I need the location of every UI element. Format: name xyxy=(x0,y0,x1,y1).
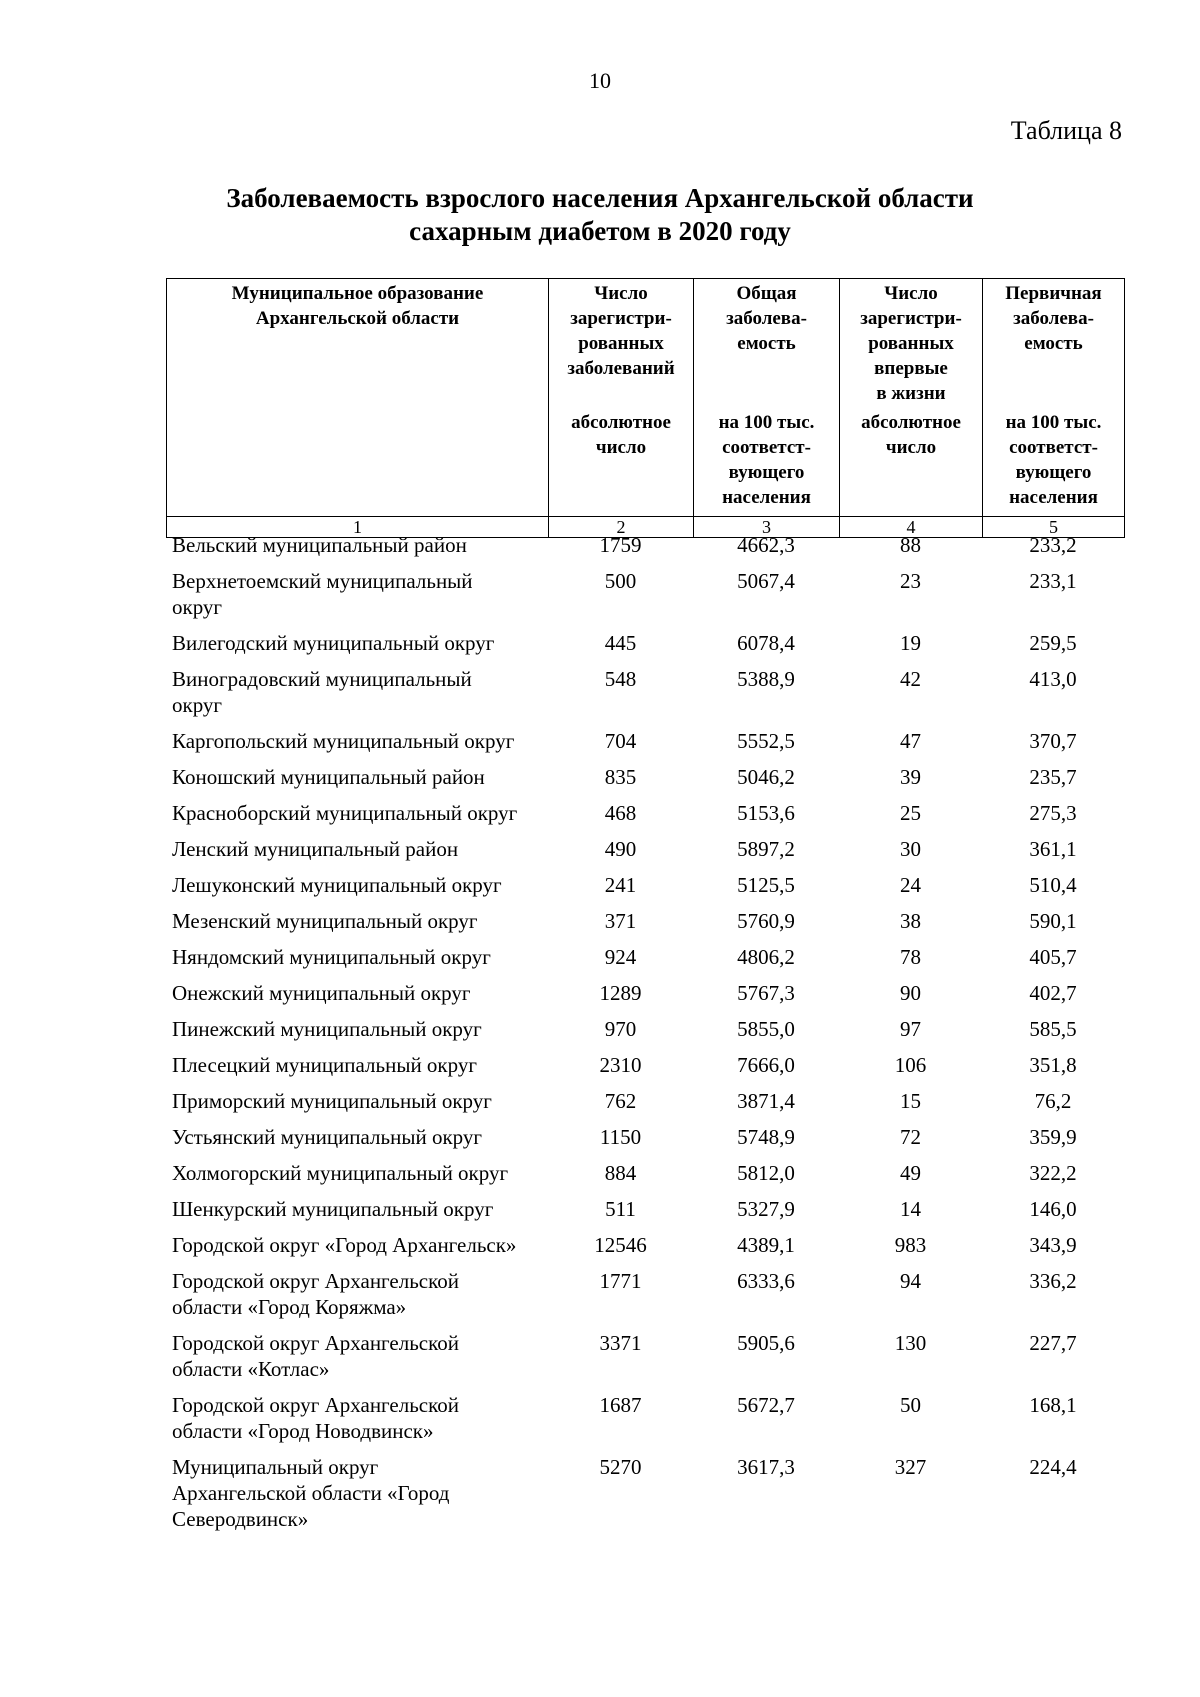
new-cases-cell: 39 xyxy=(900,765,921,789)
column-number: 2 xyxy=(549,516,694,537)
new-cases-cell: 49 xyxy=(900,1161,921,1185)
new-cases-cell: 88 xyxy=(900,533,921,557)
table-header xyxy=(166,278,1125,538)
primary-incidence-cell: 405,7 xyxy=(1029,945,1077,969)
total-incidence-cell: 5552,5 xyxy=(737,729,795,753)
table-row xyxy=(166,764,1124,790)
registered-cases-cell: 762 xyxy=(604,1089,637,1113)
registered-cases-cell: 5270 xyxy=(599,1455,642,1479)
table-row xyxy=(166,908,1124,934)
registered-cases-cell: 1687 xyxy=(599,1393,642,1417)
header-col-3: Общая заболева- емость xyxy=(694,279,840,409)
new-cases-cell: 23 xyxy=(900,569,921,593)
municipality-name: Красноборский муниципальный округ xyxy=(172,801,518,825)
municipality-name: Вилегодский муниципальный округ xyxy=(172,631,495,655)
new-cases-cell: 19 xyxy=(900,631,921,655)
total-incidence-cell: 5125,5 xyxy=(737,873,795,897)
registered-cases-cell: 2310 xyxy=(599,1053,642,1077)
new-cases-cell: 47 xyxy=(900,729,921,753)
title-line-2: сахарным диабетом в 2020 году xyxy=(409,216,791,246)
table-row xyxy=(166,836,1124,862)
registered-cases-cell: 468 xyxy=(604,801,637,825)
registered-cases-cell: 884 xyxy=(604,1161,637,1185)
total-incidence-cell: 4662,3 xyxy=(737,533,795,557)
total-incidence-cell: 5153,6 xyxy=(737,801,795,825)
new-cases-cell: 25 xyxy=(900,801,921,825)
registered-cases-cell: 1759 xyxy=(599,533,642,557)
header-sub-4: абсолютное число xyxy=(840,408,983,516)
registered-cases-cell: 445 xyxy=(604,631,637,655)
column-number: 5 xyxy=(983,516,1125,537)
table-row xyxy=(166,1268,1124,1320)
total-incidence-cell: 3871,4 xyxy=(737,1089,795,1113)
header-sub-3: на 100 тыс. соответст- вующего населения xyxy=(694,408,840,516)
table-row xyxy=(166,1330,1124,1382)
table-row xyxy=(166,980,1124,1006)
primary-incidence-cell: 224,4 xyxy=(1029,1455,1077,1479)
table-body xyxy=(166,532,1124,1542)
total-incidence-cell: 5767,3 xyxy=(737,981,795,1005)
registered-cases-cell: 371 xyxy=(604,909,637,933)
total-incidence-cell: 6333,6 xyxy=(737,1269,795,1293)
table-row xyxy=(166,1088,1124,1114)
header-col-1: Муниципальное образование Архангельской области xyxy=(167,279,549,517)
registered-cases-cell: 3371 xyxy=(599,1331,642,1355)
total-incidence-cell: 5388,9 xyxy=(737,667,795,691)
municipality-name: Пинежский муниципальный округ xyxy=(172,1017,482,1041)
header-col-5: Первичная заболева- емость xyxy=(983,279,1125,409)
column-number: 3 xyxy=(694,516,840,537)
municipality-name: Городской округ Архангельской области «Город Новодвинск» xyxy=(172,1393,459,1443)
table-row xyxy=(166,1196,1124,1222)
total-incidence-cell: 5897,2 xyxy=(737,837,795,861)
total-incidence-cell: 5327,9 xyxy=(737,1197,795,1221)
header-sub-5: на 100 тыс. соответст- вующего населения xyxy=(983,408,1125,516)
primary-incidence-cell: 233,1 xyxy=(1029,569,1077,593)
registered-cases-cell: 970 xyxy=(604,1017,637,1041)
primary-incidence-cell: 361,1 xyxy=(1029,837,1077,861)
table-row xyxy=(166,1454,1124,1532)
primary-incidence-cell: 227,7 xyxy=(1029,1331,1077,1355)
primary-incidence-cell: 402,7 xyxy=(1029,981,1077,1005)
municipality-name: Городской округ Архангельской области «Город Коряжма» xyxy=(172,1269,459,1319)
total-incidence-cell: 5905,6 xyxy=(737,1331,795,1355)
primary-incidence-cell: 76,2 xyxy=(1034,1089,1072,1113)
primary-incidence-cell: 275,3 xyxy=(1029,801,1077,825)
primary-incidence-cell: 343,9 xyxy=(1029,1233,1077,1257)
new-cases-cell: 15 xyxy=(900,1089,921,1113)
municipality-name: Холмогорский муниципальный округ xyxy=(172,1161,509,1185)
municipality-name: Лешуконский муниципальный округ xyxy=(172,873,502,897)
header-sub-2: абсолютное число xyxy=(549,408,694,516)
new-cases-cell: 30 xyxy=(900,837,921,861)
total-incidence-cell: 5760,9 xyxy=(737,909,795,933)
total-incidence-cell: 5067,4 xyxy=(737,569,795,593)
primary-incidence-cell: 322,2 xyxy=(1029,1161,1077,1185)
primary-incidence-cell: 336,2 xyxy=(1029,1269,1077,1293)
table-row xyxy=(166,1052,1124,1078)
total-incidence-cell: 4389,1 xyxy=(737,1233,795,1257)
municipality-name: Шенкурский муниципальный округ xyxy=(172,1197,494,1221)
table-row xyxy=(166,800,1124,826)
header-col-2: Число зарегистри- рованных заболеваний xyxy=(549,279,694,409)
total-incidence-cell: 6078,4 xyxy=(737,631,795,655)
table-row xyxy=(166,1160,1124,1186)
header-col-4: Число зарегистри- рованных впервые в жизни xyxy=(840,279,983,409)
primary-incidence-cell: 590,1 xyxy=(1029,909,1077,933)
total-incidence-cell: 5672,7 xyxy=(737,1393,795,1417)
new-cases-cell: 38 xyxy=(900,909,921,933)
total-incidence-cell: 5748,9 xyxy=(737,1125,795,1149)
total-incidence-cell: 3617,3 xyxy=(737,1455,795,1479)
new-cases-cell: 50 xyxy=(900,1393,921,1417)
total-incidence-cell: 5812,0 xyxy=(737,1161,795,1185)
registered-cases-cell: 1771 xyxy=(599,1269,642,1293)
municipality-name: Няндомский муниципальный округ xyxy=(172,945,491,969)
primary-incidence-cell: 146,0 xyxy=(1029,1197,1077,1221)
primary-incidence-cell: 585,5 xyxy=(1029,1017,1077,1041)
page-title xyxy=(0,182,1200,248)
primary-incidence-cell: 259,5 xyxy=(1029,631,1077,655)
municipality-name: Вельский муниципальный район xyxy=(172,533,467,557)
new-cases-cell: 94 xyxy=(900,1269,921,1293)
new-cases-cell: 983 xyxy=(894,1233,927,1257)
registered-cases-cell: 548 xyxy=(604,667,637,691)
primary-incidence-cell: 370,7 xyxy=(1029,729,1077,753)
registered-cases-cell: 924 xyxy=(604,945,637,969)
municipality-name: Каргопольский муниципальный округ xyxy=(172,729,515,753)
total-incidence-cell: 5855,0 xyxy=(737,1017,795,1041)
table-row xyxy=(166,568,1124,620)
registered-cases-cell: 704 xyxy=(604,729,637,753)
total-incidence-cell: 5046,2 xyxy=(737,765,795,789)
new-cases-cell: 24 xyxy=(900,873,921,897)
new-cases-cell: 72 xyxy=(900,1125,921,1149)
municipality-name: Коношский муниципальный район xyxy=(172,765,485,789)
primary-incidence-cell: 233,2 xyxy=(1029,533,1077,557)
new-cases-cell: 90 xyxy=(900,981,921,1005)
municipality-name: Виноградовский муниципальный округ xyxy=(172,667,472,717)
municipality-name: Верхнетоемский муниципальный округ xyxy=(172,569,473,619)
table-row xyxy=(166,728,1124,754)
municipality-name: Городской округ Архангельской области «Котлас» xyxy=(172,1331,459,1381)
municipality-name: Мезенский муниципальный округ xyxy=(172,909,478,933)
registered-cases-cell: 500 xyxy=(604,569,637,593)
registered-cases-cell: 835 xyxy=(604,765,637,789)
municipality-name: Устьянский муниципальный округ xyxy=(172,1125,482,1149)
table-row xyxy=(166,1232,1124,1258)
table-row xyxy=(166,1392,1124,1444)
primary-incidence-cell: 351,8 xyxy=(1029,1053,1077,1077)
total-incidence-cell: 7666,0 xyxy=(737,1053,795,1077)
table-label: Таблица 8 xyxy=(1010,116,1122,145)
municipality-name: Городской округ «Город Архангельск» xyxy=(172,1233,517,1257)
primary-incidence-cell: 168,1 xyxy=(1029,1393,1077,1417)
primary-incidence-cell: 235,7 xyxy=(1029,765,1077,789)
new-cases-cell: 14 xyxy=(900,1197,921,1221)
municipality-name: Приморский муниципальный округ xyxy=(172,1089,492,1113)
municipality-name: Плесецкий муниципальный округ xyxy=(172,1053,477,1077)
column-number: 1 xyxy=(167,516,549,537)
table-row xyxy=(166,666,1124,718)
title-line-1: Заболеваемость взрослого населения Архангельской области xyxy=(226,183,974,213)
column-number: 4 xyxy=(840,516,983,537)
registered-cases-cell: 511 xyxy=(605,1197,636,1221)
new-cases-cell: 78 xyxy=(900,945,921,969)
registered-cases-cell: 241 xyxy=(604,873,637,897)
municipality-name: Ленский муниципальный район xyxy=(172,837,459,861)
table-row xyxy=(166,532,1124,558)
primary-incidence-cell: 359,9 xyxy=(1029,1125,1077,1149)
table-row xyxy=(166,872,1124,898)
table-row xyxy=(166,944,1124,970)
new-cases-cell: 327 xyxy=(894,1455,927,1479)
municipality-name: Муниципальный округ Архангельской области «Город Северодвинск» xyxy=(172,1455,450,1531)
registered-cases-cell: 1150 xyxy=(599,1125,642,1149)
table-row xyxy=(166,1124,1124,1150)
new-cases-cell: 42 xyxy=(900,667,921,691)
primary-incidence-cell: 510,4 xyxy=(1029,873,1077,897)
new-cases-cell: 130 xyxy=(894,1331,927,1355)
total-incidence-cell: 4806,2 xyxy=(737,945,795,969)
new-cases-cell: 97 xyxy=(900,1017,921,1041)
page-number: 10 xyxy=(589,68,611,93)
registered-cases-cell: 1289 xyxy=(599,981,642,1005)
registered-cases-cell: 12546 xyxy=(594,1233,647,1257)
registered-cases-cell: 490 xyxy=(604,837,637,861)
table-row xyxy=(166,1016,1124,1042)
primary-incidence-cell: 413,0 xyxy=(1029,667,1077,691)
table-row xyxy=(166,630,1124,656)
new-cases-cell: 106 xyxy=(894,1053,927,1077)
municipality-name: Онежский муниципальный округ xyxy=(172,981,471,1005)
